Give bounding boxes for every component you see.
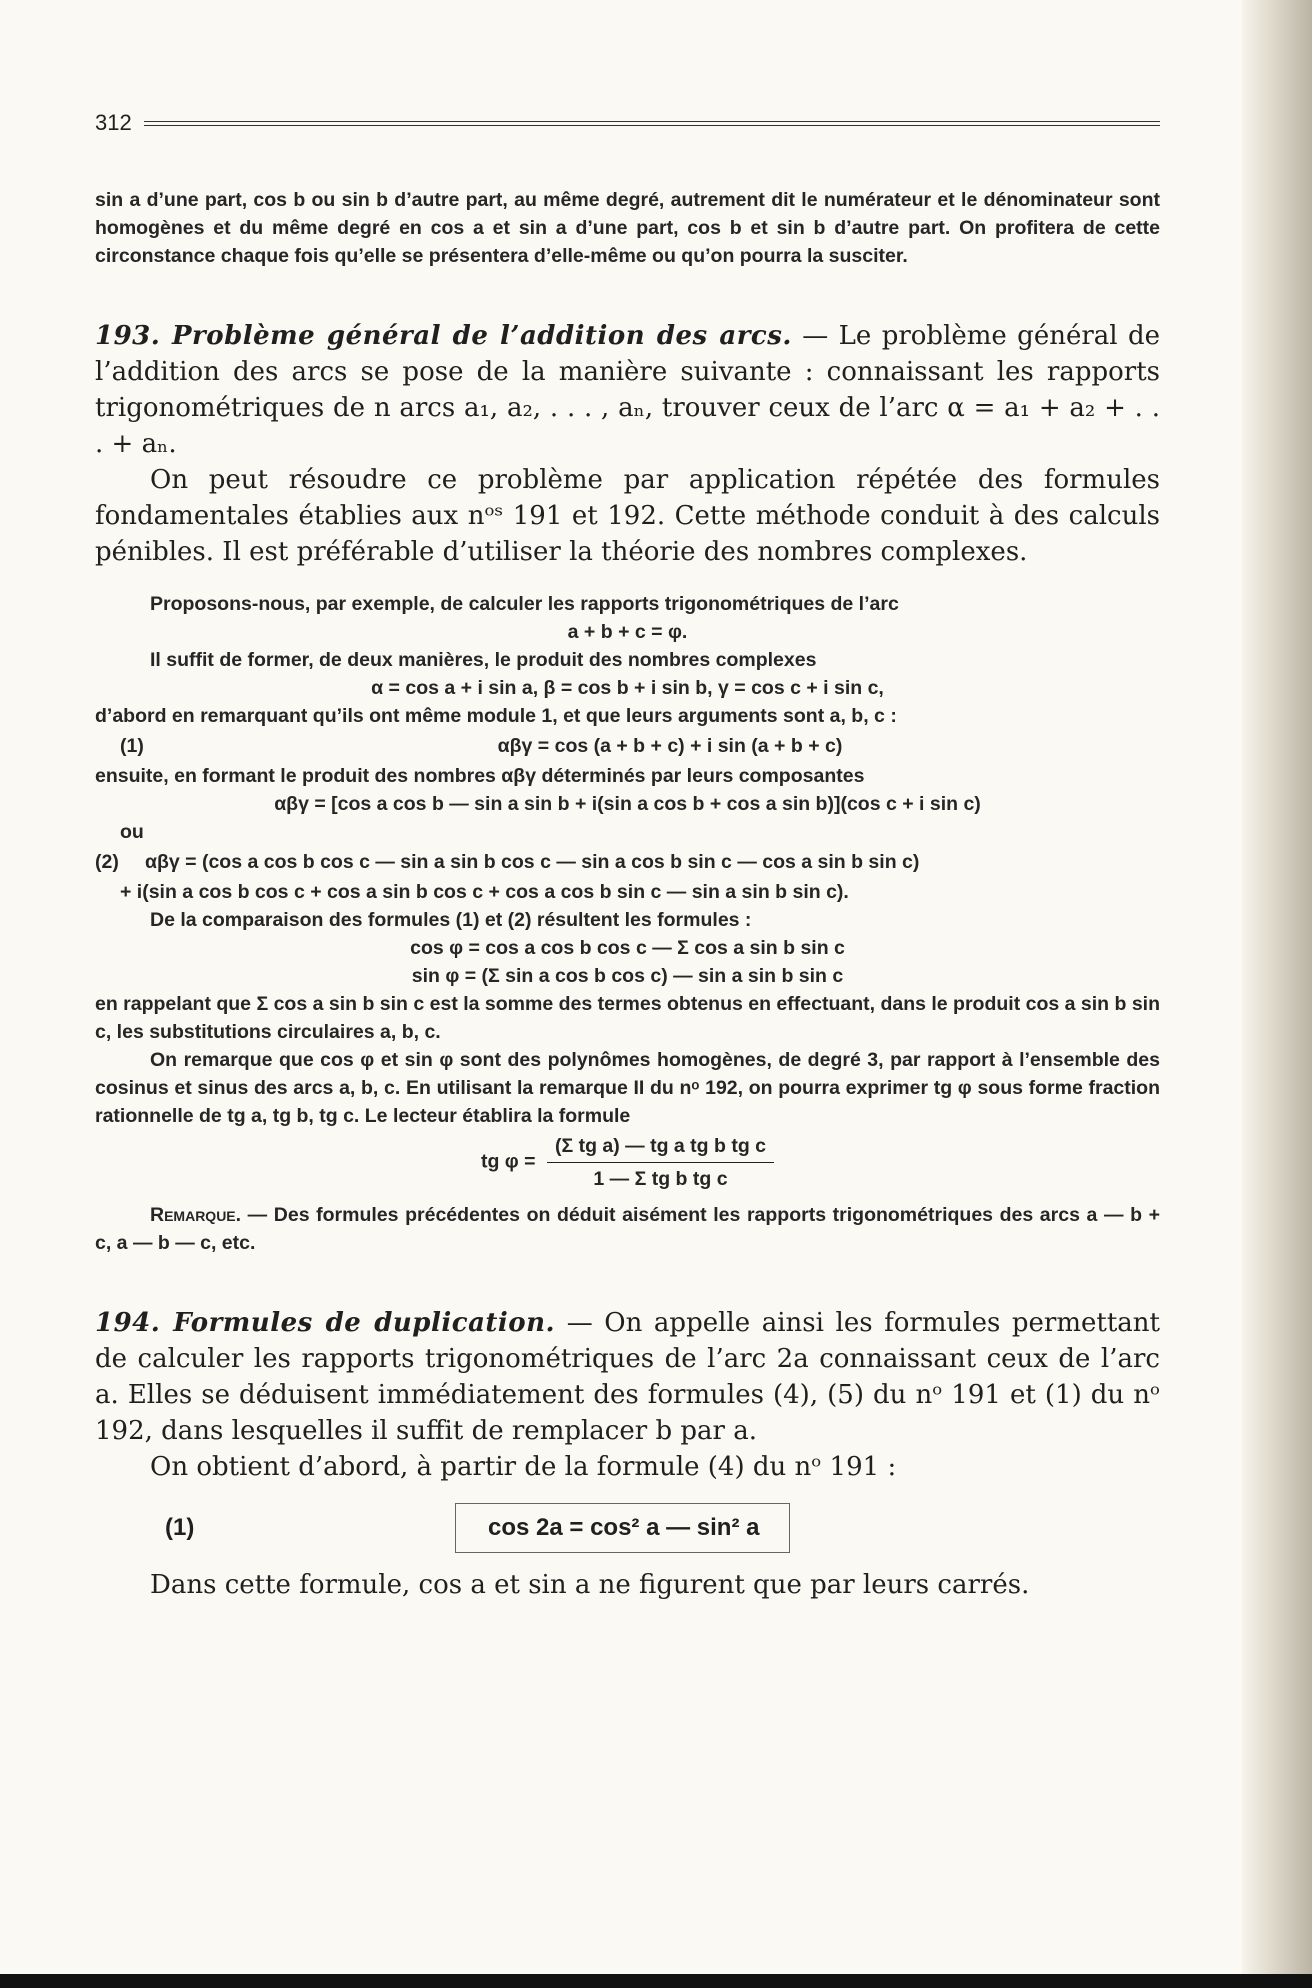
derivation-text-1: Proposons-nous, par exemple, de calculer les rapports trigonométriques de l’arc	[150, 593, 899, 615]
equation-sin-phi: sin φ = (Σ sin a cos b cos c) — sin a sin b sin c	[411, 965, 844, 987]
scan-border	[0, 1974, 1312, 1988]
derivation-text-2: Il suffit de former, de deux manières, le produit des nombres complexes	[150, 649, 817, 671]
equation-1: αβγ = cos (a + b + c) + i sin (a + b + c)	[497, 735, 843, 757]
book-page	[95, 110, 1160, 1603]
tg-phi-numerator: (Σ tg a) — tg a tg b tg c	[547, 1132, 774, 1163]
ou-text: ou	[120, 821, 144, 843]
section-193-lead: — Le problème général de l’addition des arcs se pose de la manière suivante : connaissant les rapports trigonométriques de n arcs a₁, a₂, . . . , aₙ, trouver ceux de l’arc α = a₁ + a₂ + . . . + aₙ.	[95, 321, 1160, 459]
section-193	[95, 318, 1160, 570]
section-193-derivation	[95, 590, 1160, 1257]
equation-2-line2: + i(sin a cos b cos c + cos a sin b cos c + cos a cos b sin c — sin a sin b sin c).	[120, 881, 849, 903]
section-193-title: 193. Problème général de l’addition des arcs.	[95, 321, 792, 351]
tg-phi-denominator: 1 — Σ tg b tg c	[593, 1168, 728, 1190]
derivation-text-4: ensuite, en formant le produit des nombres αβγ déterminés par leurs composantes	[95, 765, 865, 787]
header-rule	[144, 121, 1160, 126]
equation-phi: a + b + c = φ.	[567, 621, 688, 643]
equation-product: αβγ = [cos a cos b — sin a sin b + i(sin a cos b + cos a sin b)](cos c + i sin c)	[274, 793, 981, 815]
derivation-text-6: en rappelant que Σ cos a sin b sin c est la somme des termes obtenus en effectuant, dans le produit cos a sin b sin c, les substitutions circulaires a, b, c.	[95, 993, 1160, 1043]
boxed-formula-row	[95, 1503, 1160, 1553]
equation-2-line1: αβγ = (cos a cos b cos c — sin a sin b cos c — sin a cos b sin c — cos a sin b sin c)	[145, 851, 920, 873]
section-194	[95, 1305, 1160, 1603]
intro-paragraph	[95, 186, 1160, 270]
remark-text: — Des formules précédentes on déduit aisément les rapports trigonométriques des arcs a — b + c, a — b — c, etc.	[95, 1204, 1160, 1254]
section-194-lead: — On appelle ainsi les formules permettant de calculer les rapports trigonométriques de l’arc 2a connaissant ceux de l’arc a. Elles se déduisent immédiatement des formules (4), (5) du nᵒ 191 et (1) du nᵒ 192, dans lesquelles il suffit de remplacer b par a.	[95, 1308, 1160, 1446]
equation-complex: α = cos a + i sin a, β = cos b + i sin b, γ = cos c + i sin c,	[371, 677, 884, 699]
section-193-para2: On peut résoudre ce problème par application répétée des formules fondamentales établies aux nᵒˢ 191 et 192. Cette méthode conduit à des calculs pénibles. Il est préférable d’utiliser la théorie des nombres complexes.	[95, 465, 1160, 567]
section-194-para2: On obtient d’abord, à partir de la formule (4) du nᵒ 191 :	[150, 1452, 897, 1482]
tg-phi-fraction	[547, 1132, 774, 1193]
page-edge-shadow	[1242, 0, 1312, 1988]
remark-heading: Remarque.	[150, 1204, 242, 1226]
section-194-title: 194. Formules de duplication.	[95, 1308, 556, 1338]
equation-tg-phi	[95, 1132, 1160, 1193]
tg-phi-lhs: tg φ =	[480, 1150, 536, 1173]
page-number: 312	[95, 110, 132, 135]
derivation-text-5: De la comparaison des formules (1) et (2) résultent les formules :	[150, 909, 752, 931]
equation-cos-phi: cos φ = cos a cos b cos c — Σ cos a sin b sin c	[410, 937, 845, 959]
equation-1-label: (1)	[120, 735, 144, 757]
equation-2-label: (2)	[95, 851, 119, 873]
equation-2-row	[95, 848, 1160, 876]
boxed-formula-label: (1)	[165, 1514, 195, 1541]
boxed-formula: cos 2a = cos² a — sin² a	[455, 1503, 790, 1553]
remark-paragraph	[95, 1201, 1160, 1257]
derivation-text-7: On remarque que cos φ et sin φ sont des polynômes homogènes, de degré 3, par rapport à l’ensemble des cosinus et sinus des arcs a, b, c. En utilisant la remarque II du nᵒ 192, on pourra exprimer tg φ sous forme fraction rationnelle de tg a, tg b, tg c. Le lecteur établira la formule	[95, 1049, 1160, 1127]
section-194-para3: Dans cette formule, cos a et sin a ne figurent que par leurs carrés.	[150, 1570, 1030, 1600]
equation-1-row	[95, 732, 1160, 760]
page-header	[95, 110, 1160, 136]
derivation-text-3: d’abord en remarquant qu’ils ont même module 1, et que leurs arguments sont a, b, c :	[95, 705, 897, 727]
intro-text: sin a d’une part, cos b ou sin b d’autre part, au même degré, autrement dit le numérateur et le dénominateur sont homogènes et du même degré en cos a et sin a d’une part, cos b et sin b d’autre part. On profitera de cette circonstance chaque fois qu’elle se présentera d’elle-même ou qu’on pourra la susciter.	[95, 189, 1160, 267]
